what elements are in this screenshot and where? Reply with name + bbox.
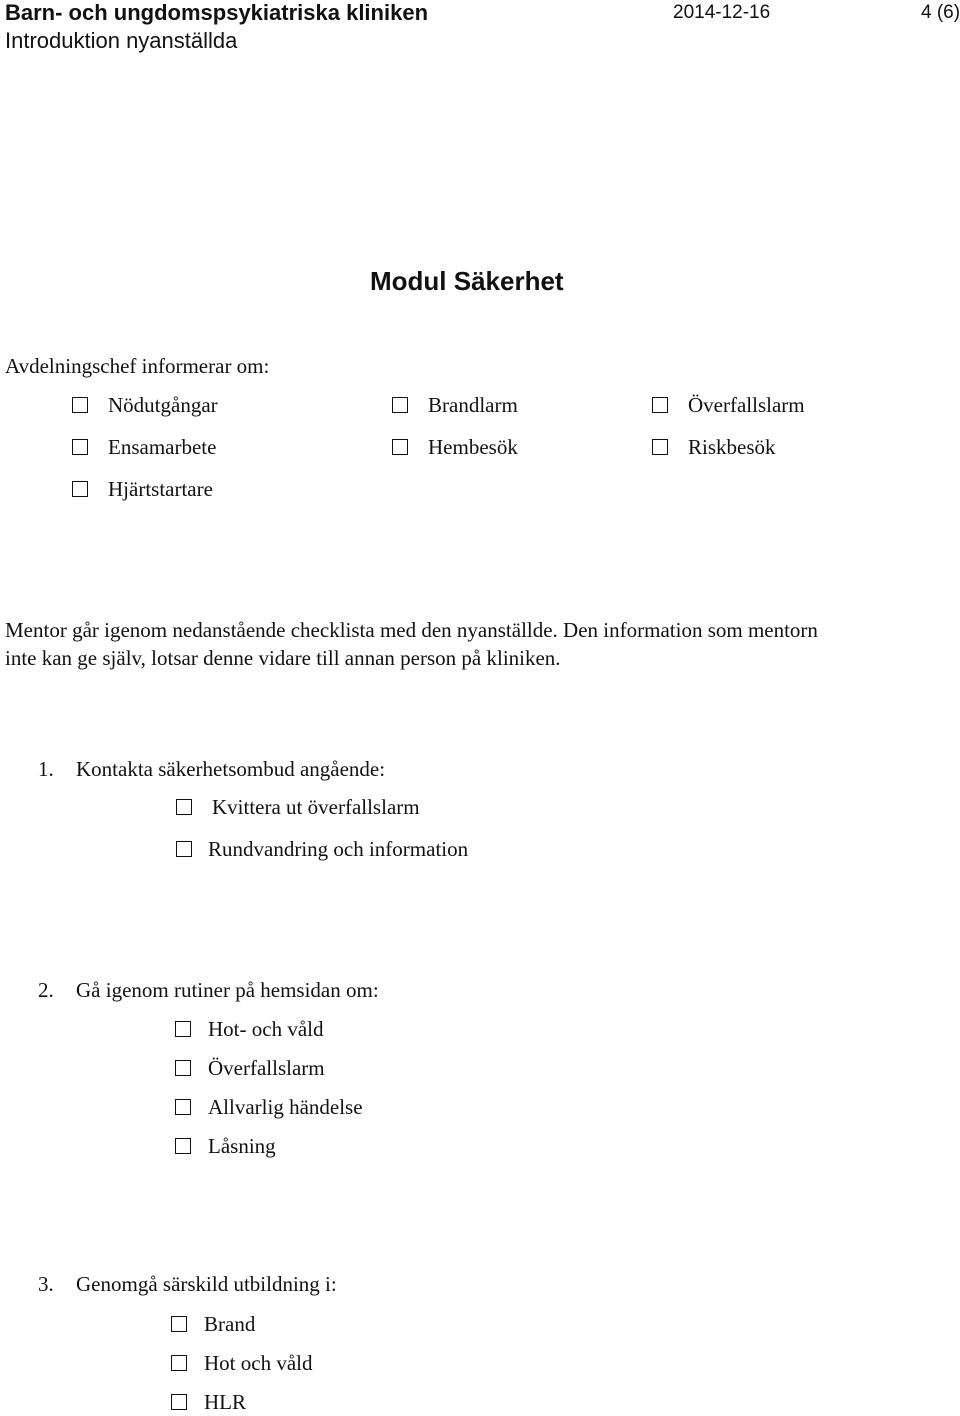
checklist-item[interactable] [175, 1015, 323, 1043]
checkbox[interactable] [175, 1138, 191, 1154]
checklist-item-label: Ensamarbete [108, 435, 217, 459]
mentor-text-line-2: inte kan ge själv, lotsar denne vidare till annan person på kliniken. [5, 646, 561, 670]
section-number: 3. [38, 1272, 54, 1296]
checklist-item-label: Brandlarm [428, 393, 518, 417]
checklist-item[interactable] [176, 793, 420, 821]
checklist-item-label: Låsning [208, 1134, 276, 1158]
checklist-item[interactable] [72, 433, 216, 461]
section-number: 2. [38, 978, 54, 1002]
checklist-item[interactable] [175, 1054, 325, 1082]
checkbox[interactable] [392, 397, 408, 413]
section-heading [38, 976, 379, 1004]
checkbox[interactable] [171, 1355, 187, 1371]
checklist-item-label: Hembesök [428, 435, 518, 459]
section-heading [38, 1270, 337, 1298]
checklist-item-label: Kvittera ut överfallslarm [212, 795, 420, 819]
header-subtitle: Introduktion nyanställda [5, 28, 238, 53]
checklist-item-label: HLR [204, 1390, 246, 1414]
checkbox[interactable] [652, 439, 668, 455]
header-date: 2014-12-16 [673, 2, 771, 23]
checklist-item-label: Hot och våld [204, 1351, 313, 1375]
checklist-item[interactable] [175, 1093, 363, 1121]
checkbox[interactable] [171, 1394, 187, 1410]
checkbox[interactable] [176, 841, 192, 857]
checklist-item[interactable] [176, 835, 468, 863]
checkbox[interactable] [72, 397, 88, 413]
checkbox[interactable] [175, 1060, 191, 1076]
checklist-item-label: Hjärtstartare [108, 477, 213, 501]
checklist-item[interactable] [72, 391, 218, 419]
checklist-item-label: Brand [204, 1312, 256, 1336]
checklist-item[interactable] [392, 391, 518, 419]
section-heading-text: Gå igenom rutiner på hemsidan om: [76, 978, 379, 1002]
checklist-item[interactable] [72, 475, 213, 503]
checkbox[interactable] [392, 439, 408, 455]
checklist-item[interactable] [392, 433, 518, 461]
checklist-item[interactable] [171, 1349, 312, 1377]
checklist-item-label: Hot- och våld [208, 1017, 324, 1041]
header-title: Barn- och ungdomspsykiatriska kliniken [5, 0, 429, 25]
checkbox[interactable] [176, 799, 192, 815]
checklist-item-label: Överfallslarm [208, 1056, 325, 1080]
checklist-item[interactable] [652, 433, 776, 461]
checkbox[interactable] [171, 1316, 187, 1332]
checklist-item[interactable] [175, 1132, 276, 1160]
section-heading-text: Kontakta säkerhetsombud angående: [76, 757, 386, 781]
checkbox[interactable] [72, 481, 88, 497]
page-title: Modul Säkerhet [370, 266, 564, 296]
section-heading [38, 755, 385, 783]
mentor-text-line-1: Mentor går igenom nedanstående checklista med den nyanställde. Den information som mentorn [5, 618, 818, 642]
chief-intro: Avdelningschef informerar om: [5, 354, 270, 378]
checklist-item-label: Rundvandring och information [208, 837, 469, 861]
checkbox[interactable] [652, 397, 668, 413]
checklist-item[interactable] [171, 1310, 255, 1338]
section-heading-text: Genomgå särskild utbildning i: [76, 1272, 337, 1296]
header-page-number: 4 (6) [921, 2, 960, 23]
section-number: 1. [38, 757, 54, 781]
checklist-item-label: Riskbesök [688, 435, 776, 459]
checklist-item-label: Nödutgångar [108, 393, 218, 417]
checkbox[interactable] [175, 1021, 191, 1037]
checkbox[interactable] [175, 1099, 191, 1115]
checklist-item-label: Överfallslarm [688, 393, 805, 417]
checklist-item[interactable] [171, 1388, 246, 1416]
checklist-item-label: Allvarlig händelse [208, 1095, 363, 1119]
checkbox[interactable] [72, 439, 88, 455]
checklist-item[interactable] [652, 391, 805, 419]
